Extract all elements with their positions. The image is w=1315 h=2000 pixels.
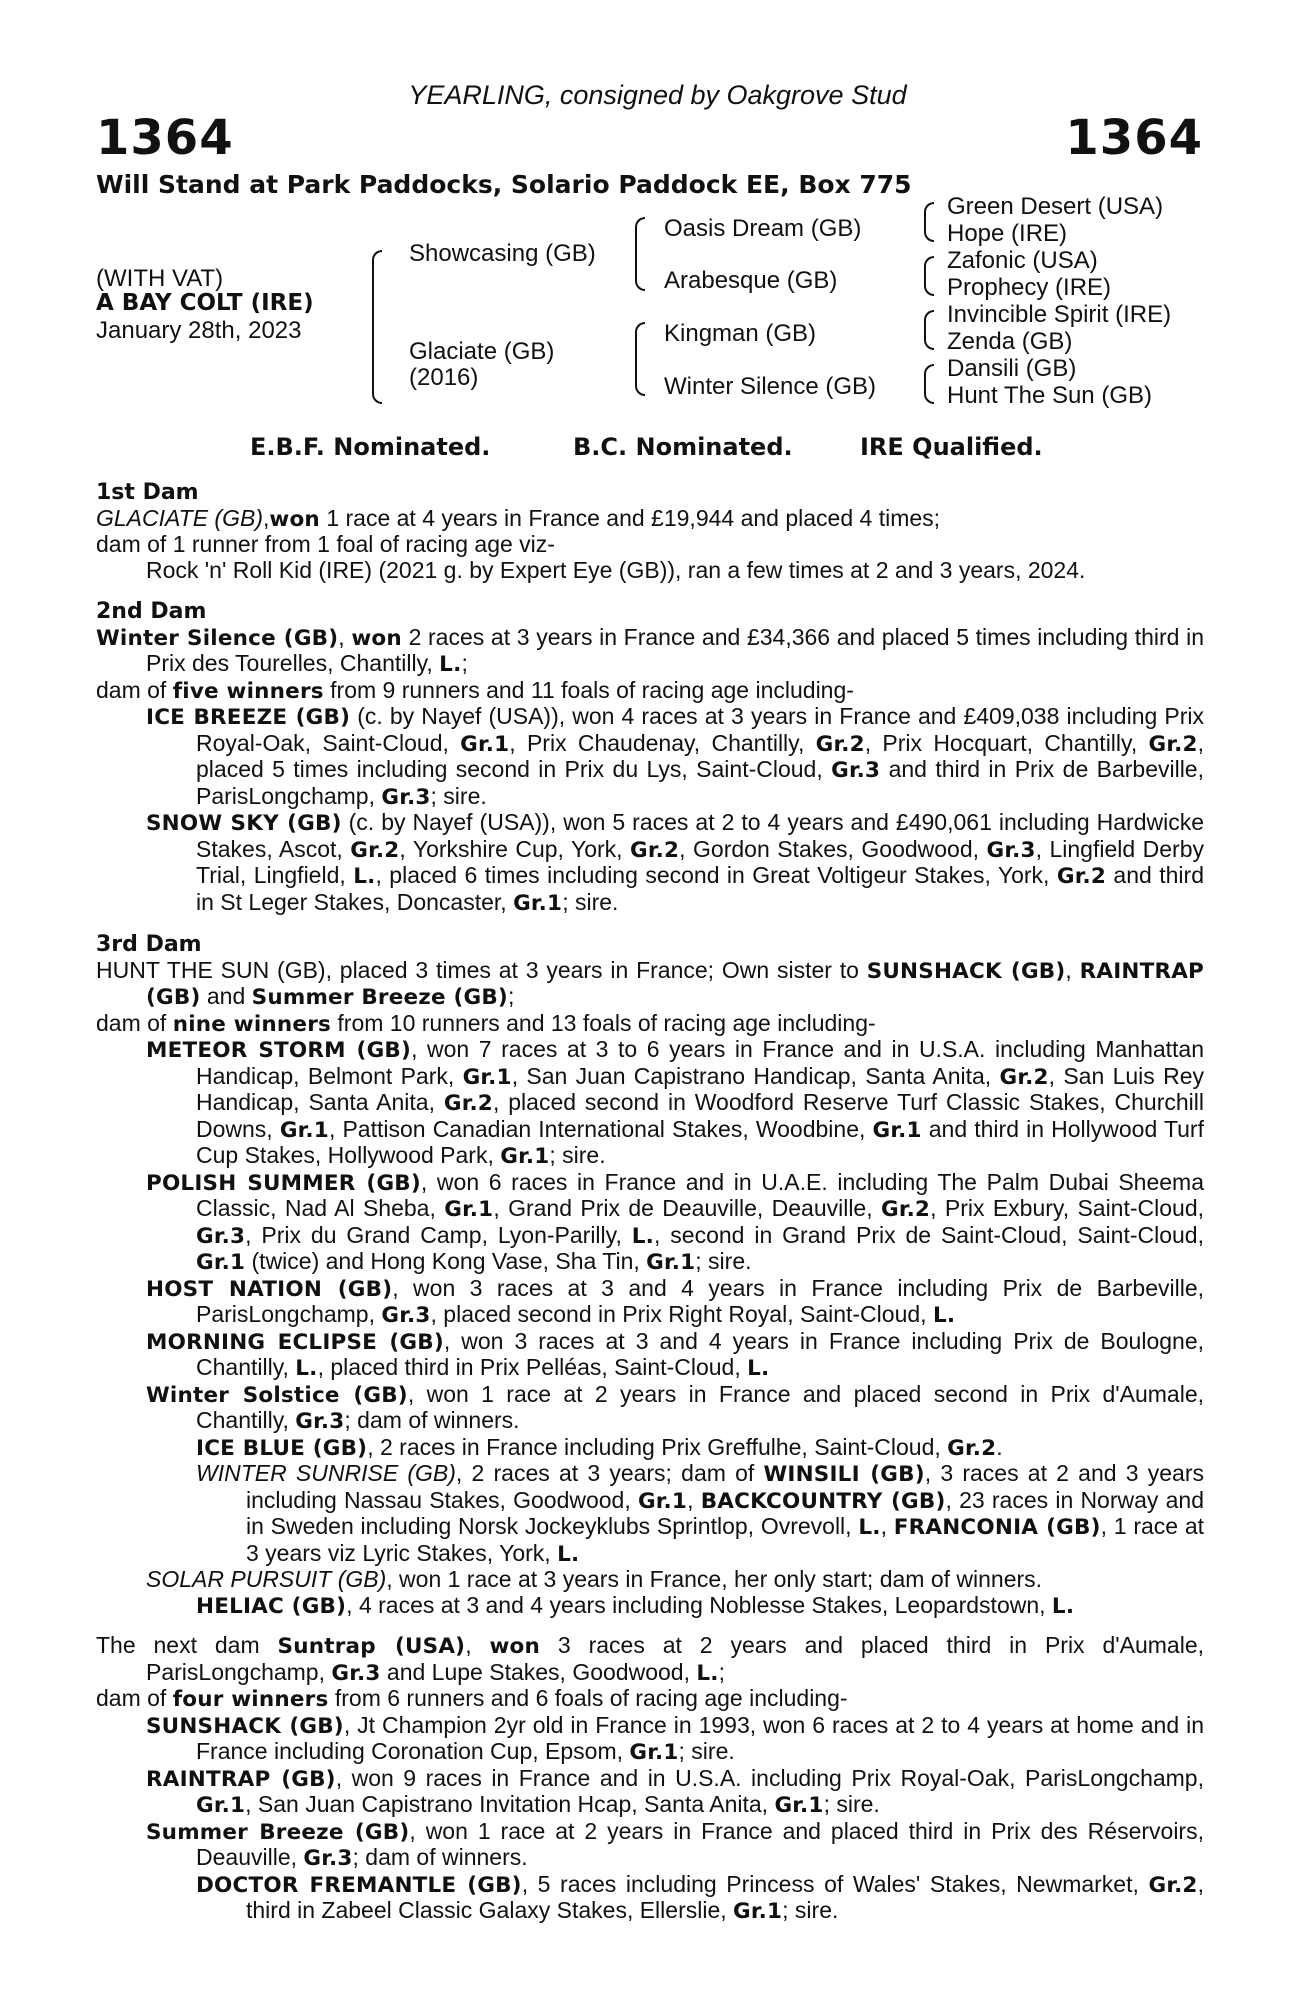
text-run: ,: [1065, 956, 1080, 983]
text-run: , 2 races in France including Prix Greffulhe, Saint-Cloud,: [367, 1433, 948, 1460]
text-run: , 4 races at 3 and 4 years including Noblesse Stakes, Leopardstown,: [346, 1591, 1052, 1618]
brace-sire: [635, 217, 645, 291]
text-run: and third in Hollywood Turf Cup Stakes, Hollywood Park,: [196, 1115, 1204, 1168]
produce-entry: [146, 1819, 1204, 1872]
text-run: , won 3 races at 3 and 4 years in France including Prix de Boulogne, Chantilly,: [196, 1327, 1205, 1380]
text-run: ,: [338, 623, 352, 650]
gen3-7: Dansili (GB): [947, 355, 1077, 382]
consignment-line: YEARLING, consigned by Oakgrove Stud: [408, 80, 907, 110]
text-run: .: [996, 1433, 1003, 1460]
brace-3a: [924, 202, 934, 242]
text-run: , 2 races at 3 years; dam of: [455, 1460, 764, 1486]
bold-run: Gr.1: [462, 1064, 512, 1090]
third-dam-record: [96, 958, 1204, 1011]
bold-run: Gr.1: [279, 1117, 329, 1143]
text-run: , Prix Chaudenay, Chantilly,: [509, 729, 816, 756]
bold-run: Gr.1: [872, 1117, 922, 1143]
text-run: , won 7 races at 3 to 6 years in France and in U.S.A. including Manhattan Handicap, Belmont Park,: [196, 1036, 1205, 1089]
text-run: ;: [507, 983, 515, 1009]
bold-run: Winter Silence (GB): [96, 625, 339, 651]
bold-run: L.: [858, 1515, 881, 1540]
produce-entry: [146, 558, 1204, 584]
text-run: , placed second in Woodford Reserve Turf Classic Stakes, Churchill Downs,: [196, 1089, 1204, 1142]
bold-run: RAINTRAP (GB): [146, 958, 1205, 1010]
brace-3b: [924, 256, 934, 296]
bold-run: ICE BREEZE (GB): [146, 705, 351, 730]
next-dam-record: [96, 1633, 1204, 1686]
bold-run: four winners: [172, 1687, 329, 1712]
text-run: , second in Grand Prix de Saint-Cloud, Saint-Cloud,: [654, 1221, 1204, 1248]
text-run: and Lupe Stakes, Goodwood,: [380, 1658, 697, 1685]
produce-entry: [146, 704, 1204, 810]
vat-note: (WITH VAT): [96, 265, 224, 292]
ire-qualification: IRE Qualified.: [860, 433, 1043, 461]
text-run: ; sire.: [782, 1897, 839, 1923]
bold-run: Gr.3: [831, 758, 881, 783]
bold-run: RAINTRAP (GB): [146, 1766, 336, 1792]
gen3-2: Hope (IRE): [947, 220, 1068, 247]
dam-year: (2016): [409, 364, 479, 391]
text-run: ; dam of winners.: [352, 1844, 528, 1870]
text-run: , won 1 race at 2 years in France and placed second in Prix d'Aumale, Chantilly,: [196, 1380, 1205, 1433]
text-run: The next dam: [96, 1632, 278, 1658]
bold-run: Gr.2: [815, 731, 865, 757]
bold-run: DOCTOR FREMANTLE (GB): [196, 1872, 522, 1898]
text-run: ; sire.: [430, 782, 487, 809]
gen3-5: Invincible Spirit (IRE): [947, 301, 1172, 328]
text-run: , placed 6 times including second in Great Voltigeur Stakes, York,: [375, 862, 1057, 888]
bold-run: L.: [439, 652, 462, 677]
bold-run: MORNING ECLIPSE (GB): [146, 1329, 444, 1355]
produce-entry: [146, 1382, 1204, 1435]
bold-run: L.: [353, 864, 376, 889]
bold-run: Gr.1: [196, 1250, 246, 1275]
text-run: from 9 runners and 11 foals of racing age including-: [323, 676, 854, 703]
text-run: 2 races at 3 years in France and £34,366 and placed 5 times including third in Prix des Tourelles, Chantilly,: [146, 623, 1205, 676]
bold-run: Gr.3: [331, 1660, 381, 1686]
text-run: dam of: [96, 1685, 173, 1711]
text-run: , San Juan Capistrano Invitation Hcap, Santa Anita,: [245, 1791, 775, 1817]
italic-run: SOLAR PURSUIT (GB): [146, 1566, 387, 1592]
gen3-1: Green Desert (USA): [947, 193, 1164, 220]
produce-entry: [196, 1435, 1204, 1462]
text-run: , placed 5 times including second in Prix du Lys, Saint-Cloud,: [196, 729, 1205, 782]
gen3-3: Zafonic (USA): [947, 247, 1098, 274]
bold-run: Gr.1: [513, 890, 563, 916]
text-run: , Yorkshire Cup, York,: [399, 835, 631, 862]
ebf-nomination: E.B.F. Nominated.: [250, 433, 491, 461]
text-run: 1 race at 4 years in France and £19,944 and placed 4 times;: [319, 504, 941, 531]
text-run: , third in Zabeel Classic Galaxy Stakes, Ellerslie,: [246, 1870, 1204, 1923]
text-run: , Grand Prix de Deauville, Deauville,: [493, 1195, 881, 1221]
text-run: ;: [461, 650, 468, 676]
brace-3d: [924, 364, 934, 404]
bold-run: Summer Breeze (GB): [146, 1819, 410, 1845]
bold-run: Gr.2: [999, 1064, 1049, 1090]
text-run: (c. by Nayef (USA)), won 5 races at 2 to 4 years and £490,061 including Hardwicke Stakes, Ascot,: [196, 809, 1204, 862]
date-of-birth: January 28th, 2023: [96, 317, 302, 344]
text-run: ,: [687, 1486, 701, 1513]
text-run: (twice) and Hong Kong Vase, Sha Tin,: [245, 1248, 647, 1274]
bold-run: L.: [932, 1303, 956, 1328]
bold-run: ICE BLUE (GB): [196, 1435, 368, 1461]
text-run: ,: [263, 504, 270, 531]
text-run: dam of: [96, 1009, 173, 1036]
dam: Glaciate (GB): [409, 338, 555, 365]
bold-run: Gr.3: [381, 1303, 431, 1328]
produce-entry: [196, 1593, 1204, 1620]
bold-run: L.: [557, 1541, 580, 1567]
produce-entry: [196, 1872, 1204, 1925]
text-run: ,: [465, 1632, 490, 1658]
bold-run: L.: [295, 1356, 318, 1381]
third-dam-produce-intro: [96, 1011, 1204, 1038]
dam-of-dam: Winter Silence (GB): [664, 373, 877, 400]
bc-nomination: B.C. Nominated.: [573, 433, 793, 461]
bold-run: Gr.1: [500, 1144, 550, 1169]
produce-entry: [146, 810, 1204, 916]
bold-run: Summer Breeze (GB): [251, 985, 508, 1010]
bold-run: Gr.2: [443, 1091, 493, 1116]
bold-run: Winter Solstice (GB): [146, 1382, 408, 1408]
bold-run: HELIAC (GB): [196, 1593, 347, 1619]
bold-run: WINSILI (GB): [763, 1462, 925, 1487]
subject-name: A BAY COLT (IRE): [96, 290, 314, 316]
bold-run: Gr.2: [630, 837, 680, 863]
brace-dam: [635, 322, 645, 396]
bold-run: Gr.1: [646, 1250, 696, 1275]
bold-run: five winners: [172, 678, 324, 704]
bold-run: Suntrap (USA): [277, 1634, 466, 1659]
produce-entry: [146, 1713, 1204, 1766]
bold-run: SUNSHACK (GB): [866, 958, 1066, 984]
bold-run: L.: [631, 1223, 655, 1249]
text-run: ; sire.: [549, 1142, 606, 1168]
bold-run: FRANCONIA (GB): [893, 1515, 1101, 1540]
text-run: and third in St Leger Stakes, Doncaster,: [196, 862, 1204, 915]
bold-run: Gr.1: [733, 1899, 783, 1924]
text-run: , 3 races at 2 and 3 years including Nassau Stakes, Goodwood,: [246, 1460, 1204, 1513]
sire: Showcasing (GB): [409, 240, 596, 267]
sire-of-dam: Kingman (GB): [664, 320, 817, 347]
bold-run: won: [351, 625, 402, 651]
gen3-4: Prophecy (IRE): [947, 274, 1112, 301]
text-run: 3 races at 2 years and placed third in Prix d'Aumale, ParisLongchamp,: [146, 1632, 1204, 1685]
italic-run: GLACIATE (GB): [96, 504, 263, 531]
bold-run: Gr.2: [350, 837, 400, 863]
bold-run: Gr.2: [1056, 864, 1106, 889]
bold-run: Gr.2: [880, 1197, 931, 1222]
text-run: from 10 runners and 13 foals of racing age including-: [331, 1009, 876, 1036]
text-run: , Prix du Grand Camp, Lyon-Parilly,: [245, 1221, 632, 1248]
bold-run: Gr.1: [774, 1793, 824, 1818]
text-run: and third in Prix de Barbeville, ParisLongchamp,: [196, 756, 1204, 809]
text-run: , Jt Champion 2yr old in France in 1993, won 6 races at 2 to 4 years at home and in France including Coronation Cup, Epsom,: [196, 1711, 1204, 1764]
bold-run: Gr.3: [303, 1846, 353, 1871]
second-dam-record: [96, 625, 1204, 678]
bold-run: won: [489, 1634, 541, 1659]
stand-location: Will Stand at Park Paddocks, Solario Paddock EE, Box 775: [96, 170, 912, 199]
bold-run: SUNSHACK (GB): [146, 1713, 344, 1739]
bold-run: Gr.3: [381, 784, 431, 810]
text-run: , won 3 races at 3 and 4 years in France including Prix de Barbeville, ParisLongchamp,: [196, 1274, 1204, 1327]
produce-entry: [146, 1329, 1204, 1382]
brace-3c: [924, 310, 934, 350]
bold-run: Gr.1: [196, 1793, 246, 1818]
text-run: , San Luis Rey Handicap, Santa Anita,: [196, 1062, 1204, 1115]
heading-third-dam: 3rd Dam: [96, 932, 202, 957]
pedigree-table: [96, 195, 1216, 420]
bold-run: Gr.2: [1148, 1872, 1198, 1898]
first-dam-record: [96, 506, 1204, 533]
text-run: , placed second in Prix Right Royal, Saint-Cloud,: [430, 1301, 933, 1327]
text-run: , 23 races in Norway and in Sweden including Norsk Jockeyklubs Sprintlop, Ovrevoll,: [246, 1486, 1204, 1539]
bold-run: Gr.1: [629, 1740, 679, 1765]
text-run: , won 9 races in France and in U.S.A. including Prix Royal-Oak, ParisLongchamp,: [335, 1764, 1204, 1791]
lot-number-right: 1364: [1065, 110, 1203, 166]
text-run: and: [200, 983, 252, 1009]
bold-run: Gr.2: [947, 1435, 997, 1461]
text-run: , Prix Hocquart, Chantilly,: [864, 729, 1149, 756]
bold-run: Gr.3: [986, 837, 1036, 863]
text-run: , won 1 race at 2 years in France and placed third in Prix des Réservoirs, Deauville,: [196, 1817, 1204, 1870]
bold-run: Gr.1: [444, 1197, 494, 1222]
bold-run: BACKCOUNTRY (GB): [700, 1488, 946, 1514]
bold-run: Gr.1: [460, 731, 510, 757]
text-run: HUNT THE SUN (GB), placed 3 times at 3 years in France; Own sister to: [96, 956, 867, 983]
text-run: , Prix Exbury, Saint-Cloud,: [930, 1195, 1205, 1221]
bold-run: Gr.1: [637, 1488, 688, 1514]
gen3-8: Hunt The Sun (GB): [947, 382, 1152, 409]
text-run: , Lingfield Derby Trial, Lingfield,: [196, 835, 1204, 888]
heading-first-dam: 1st Dam: [96, 480, 199, 505]
gen3-6: Zenda (GB): [947, 328, 1073, 355]
brace-gen1: [372, 250, 382, 404]
text-run: dam of: [96, 676, 173, 703]
bold-run: Gr.3: [295, 1409, 345, 1434]
text-run: dam of 1 runner from 1 foal of racing age viz-: [96, 531, 555, 557]
produce-entry: [146, 1170, 1204, 1276]
bold-run: Gr.2: [1148, 731, 1198, 757]
text-run: , won 1 race at 3 years in France, her only start; dam of winners.: [386, 1566, 1043, 1592]
text-run: ; dam of winners.: [344, 1407, 520, 1433]
text-run: ,: [880, 1513, 894, 1539]
bold-run: SNOW SKY (GB): [146, 811, 342, 836]
text-run: , San Juan Capistrano Handicap, Santa Anita,: [511, 1062, 1000, 1089]
text-run: , placed third in Prix Pelléas, Saint-Cloud,: [317, 1354, 748, 1380]
bold-run: L.: [747, 1356, 770, 1381]
bold-run: METEOR STORM (GB): [146, 1038, 412, 1063]
bold-run: L.: [1051, 1593, 1075, 1619]
first-dam-produce-intro: [96, 532, 1204, 558]
bold-run: nine winners: [172, 1011, 331, 1037]
second-dam-produce-intro: [96, 678, 1204, 705]
italic-run: WINTER SUNRISE (GB): [196, 1460, 456, 1486]
text-run: , 5 races including Princess of Wales' Stakes, Newmarket,: [521, 1870, 1149, 1897]
text-run: ; sire.: [562, 888, 619, 915]
text-run: , Gordon Stakes, Goodwood,: [679, 835, 987, 862]
bold-run: L.: [696, 1660, 719, 1686]
produce-entry: [146, 1276, 1204, 1329]
text-run: Rock 'n' Roll Kid (IRE) (2021 g. by Expert Eye (GB)), ran a few times at 2 and 3 years, 2024.: [146, 556, 1086, 583]
text-run: , 1 race at 3 years viz Lyric Stakes, York,: [246, 1513, 1205, 1566]
text-run: , won 6 races in France and in U.A.E. including The Palm Dubai Sheema Classic, Nad Al Sheba,: [196, 1168, 1205, 1221]
heading-second-dam: 2nd Dam: [96, 599, 207, 624]
bold-run: POLISH SUMMER (GB): [146, 1170, 421, 1196]
text-run: ;: [718, 1658, 726, 1685]
bold-run: won: [269, 506, 320, 532]
produce-entry: [146, 1037, 1204, 1170]
text-run: from 6 runners and 6 foals of racing age including-: [328, 1685, 848, 1711]
produce-entry: [146, 1567, 1204, 1593]
text-run: , Pattison Canadian International Stakes, Woodbine,: [328, 1115, 873, 1142]
produce-entry: [146, 1766, 1204, 1819]
text-run: (c. by Nayef (USA)), won 4 races at 3 years in France and £409,038 including Prix Royal-Oak, Saint-Cloud,: [196, 703, 1204, 756]
text-run: ; sire.: [678, 1738, 735, 1764]
lot-number-left: 1364: [96, 110, 234, 166]
next-dam-produce-intro: [96, 1686, 1204, 1713]
bold-run: Gr.3: [196, 1223, 246, 1249]
dam-of-sire: Arabesque (GB): [664, 267, 838, 294]
text-run: ; sire.: [695, 1248, 752, 1274]
produce-entry: [196, 1461, 1204, 1567]
dam-produce-record: [96, 480, 1204, 1925]
text-run: ; sire.: [823, 1791, 880, 1817]
sire-of-sire: Oasis Dream (GB): [664, 215, 862, 242]
bold-run: HOST NATION (GB): [146, 1276, 393, 1302]
